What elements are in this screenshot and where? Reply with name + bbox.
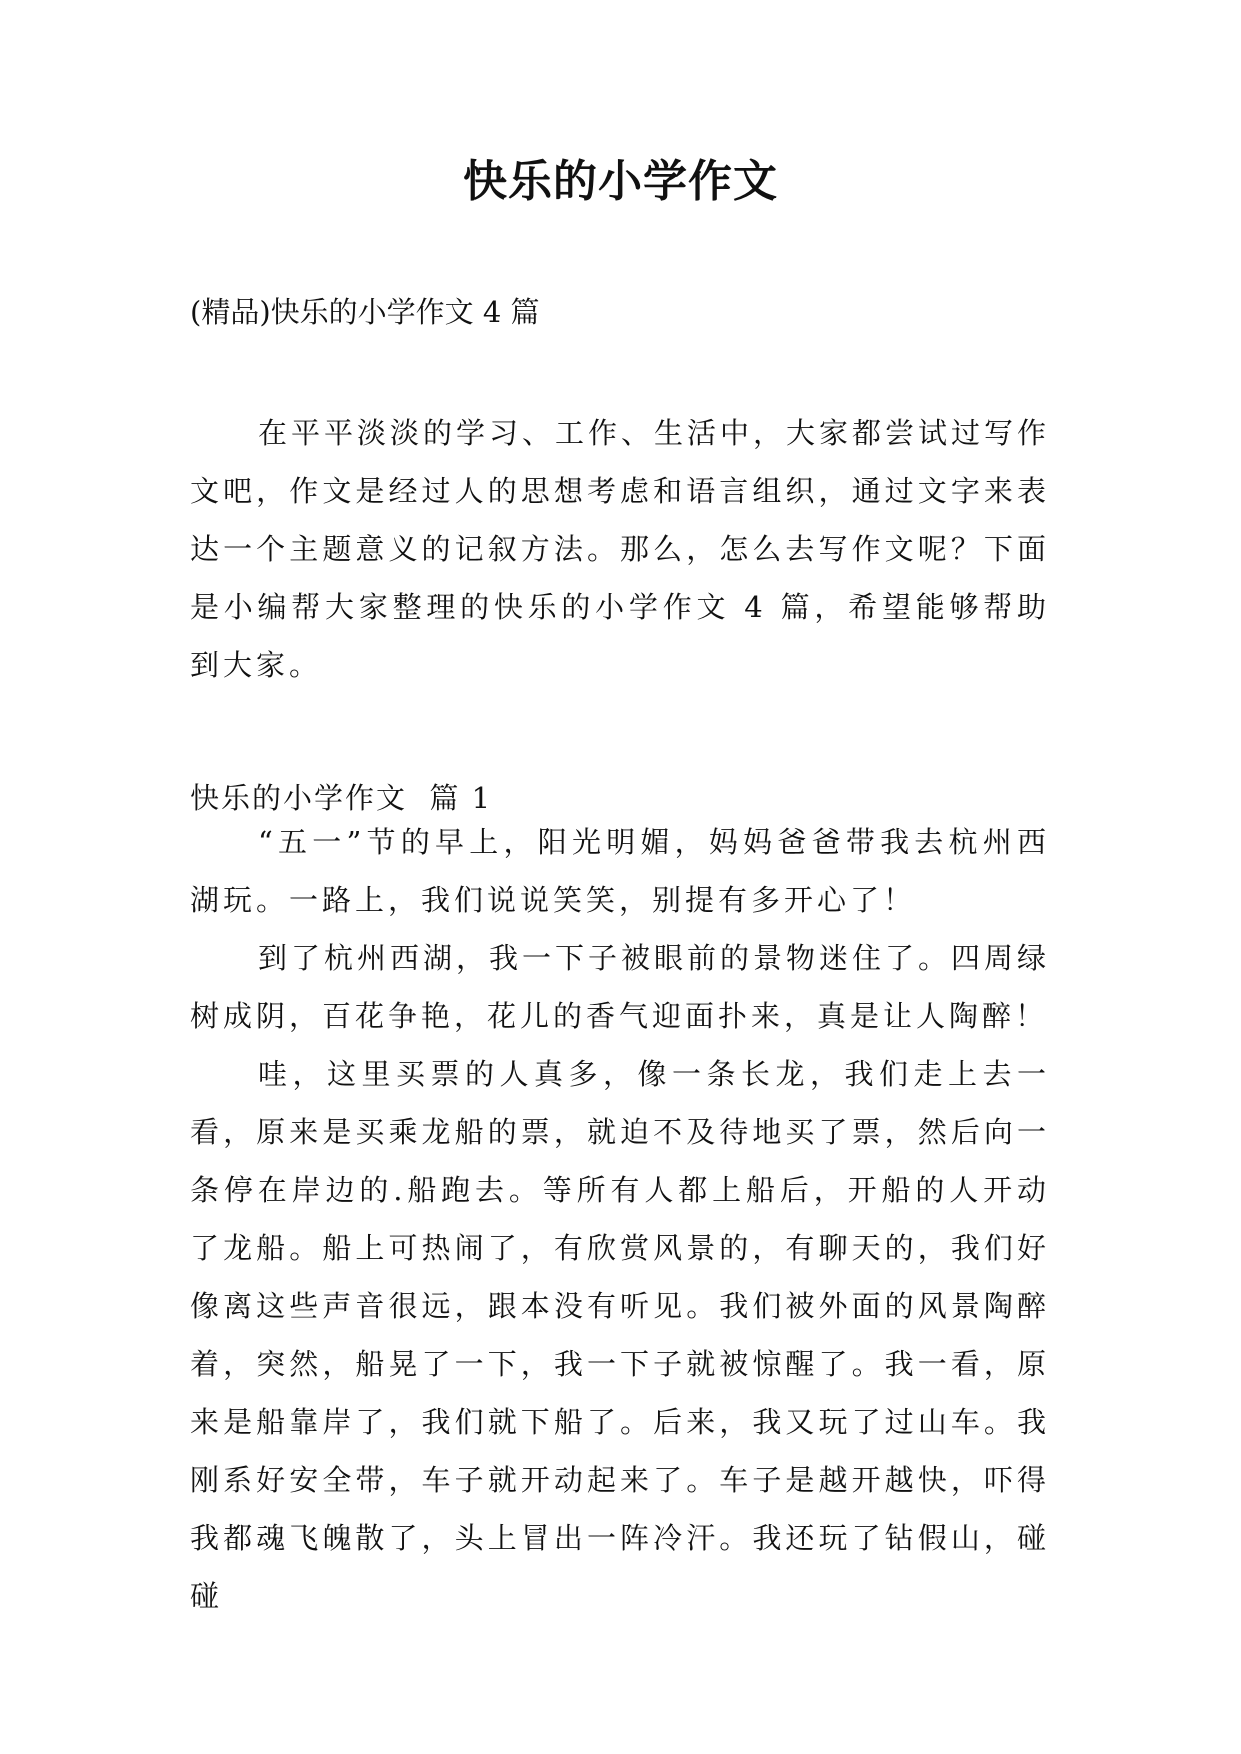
intro-paragraph: 在平平淡淡的学习、工作、生活中，大家都尝试过写作文吧，作文是经过人的思想考虑和语言组织，通过文字来表达一个主题意义的记叙方法。那么，怎么去写作文呢？下面是小编帮大家整理的快乐的小学作文 4 篇，希望能够帮助到大家。 — [190, 416, 1051, 682]
section-heading: 快乐的小学作文 篇 1 — [190, 781, 493, 815]
document-title: 快乐的小学作文 — [463, 156, 778, 207]
document-subtitle: (精品)快乐的小学作文 4 篇 — [190, 295, 540, 329]
essay-paragraph: 哇，这里买票的人真多，像一条长龙，我们走上去一看，原来是买乘龙船的票，就迫不及待地买了票，然后向一条停在岸边的.船跑去。等所有人都上船后，开船的人开动了龙船。船上可热闹了，有欣赏风景的，有聊天的，我们好像离这些声音很远，跟本没有听见。我们被外面的风景陶醉着，突然，船晃了一下，我一下子就被惊醒了。我一看，原来是船靠岸了，我们就下船了。后来，我又玩了过山车。我刚系好安全带，车子就开动起来了。车子是越开越快，吓得我都魂飞魄散了，头上冒出一阵冷汗。我还玩了钻假山，碰碰 — [190, 1057, 1050, 1613]
essay-paragraph: “五一”节的早上，阳光明媚，妈妈爸爸带我去杭州西湖玩。一路上，我们说说笑笑，别提有多开心了！ — [190, 825, 1050, 917]
essay-paragraph: 到了杭州西湖，我一下子被眼前的景物迷住了。四周绿树成阴，百花争艳，花儿的香气迎面扑来，真是让人陶醉！ — [190, 941, 1051, 1033]
essay-body — [190, 813, 1050, 1625]
